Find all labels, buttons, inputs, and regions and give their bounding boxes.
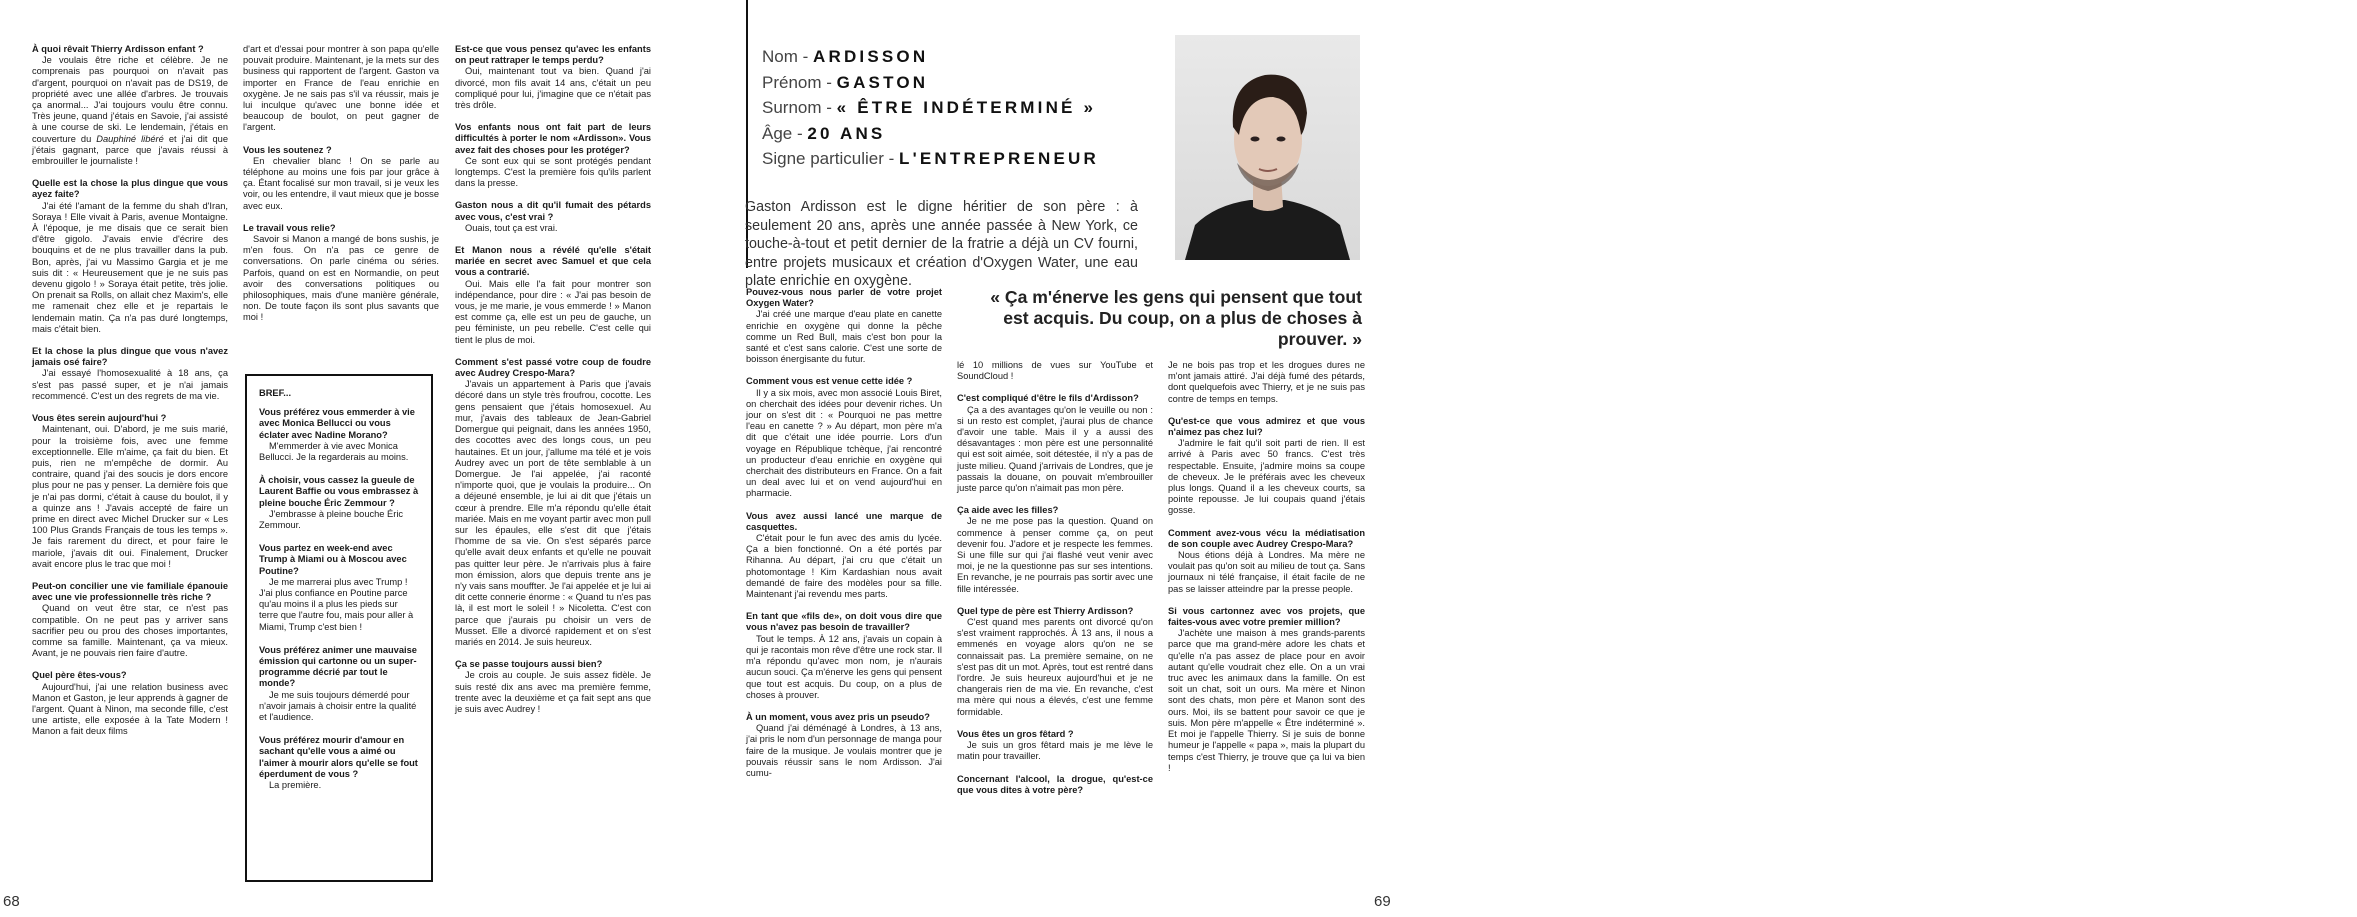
answer: Je crois au couple. Je suis assez fidèle. Je suis resté dix ans avec ma première femme, trente avec la deuxième et ça fait sept ans que je suis avec Audrey ! [455, 670, 651, 714]
id-value: « ÊTRE INDÉTERMINÉ » [836, 98, 1097, 117]
answer: Je voulais être riche et célèbre. Je ne comprenais pas pourquoi on n'avait pas d'argent, pourquoi on n'avait pas de DS19, de propriété avec une allée d'arbres. Je trouvais ça anormal... J'ai toujours voulu être connu. Très jeune, quand j'étais en Savoie, j'ai assisté à une course de ski. Le lendemain, j'étais en couverture du Dauphiné libéré et j'ai dit que j'étais gagnant, parce que j'avais réussi à embrouiller le journaliste ! [32, 55, 228, 167]
answer: d'art et d'essai pour montrer à son papa qu'elle pouvait produire. Maintenant, je la mets sur des business qui rapportent de l'argent. Gaston va importer en France de l'eau enrichie en oxygène. Je ne sais pas s'il va réussir, mais je lui inculque qu'avec une bonne idée et beaucoup de boulot, on peut gagner de l'argent. [243, 44, 439, 133]
question: Vous êtes un gros fêtard ? [957, 728, 1074, 739]
bref-question: Vous préférez mourir d'amour en sachant qu'elle vous a aimé ou l'aimer à mourir alors qu'elle se fout éperdument de vous ? [259, 735, 418, 779]
answer: J'ai créé une marque d'eau plate en canette enrichie en oxygène qui donne la pêche comme un Red Bull, mais c'est bon pour la santé et c'est sans calorie. C'est une sorte de boisson énergisante du futur. [746, 309, 942, 365]
answer: Ça a des avantages qu'on le veuille ou non : si un resto est complet, j'aurai plus de chance d'avoir une table. Mais il y a aussi des désavantages : mon père est une personnalité qui est soit aimée, soit détestée, il n'y a pas de juste milieu. Quand j'arrivais de Londres, que je passais la douane, on pouvait m'embrouiller juste parce qu'on n'aimait pas mon père. [957, 404, 1153, 494]
answer: C'était pour le fun avec des amis du lycée. Ça a bien fonctionné. On a été portés par Rihanna. Au départ, j'ai cru que c'était un photomontage ! Kim Kardashian nous avait demandé de faire des modèles pour sa fille. Maintenant j'ai revendu mes parts. [746, 533, 942, 600]
right-column-1 [746, 287, 942, 779]
answer: Tout le temps. À 12 ans, j'avais un copain à qui je racontais mon rêve d'être une rock star. Il m'a répondu qu'avec mon nom, je n'aurais aucun souci. Ça m'énerve les gens qui pensent que tout est acquis. Du coup, on a plus de choses à prouver. [746, 633, 942, 700]
bref-question: À choisir, vous cassez la gueule de Laurent Baffie ou vous embrassez à pleine bouche Éric Zemmour ? [259, 475, 419, 508]
question: Qu'est-ce que vous admirez et que vous n'aimez pas chez lui? [1168, 415, 1365, 438]
answer: Nous étions déjà à Londres. Ma mère ne voulait pas qu'on soit au milieu de tout ça. Sans journaux ni télé française, il était facile de ne pas se laisser atteindre par la presse people. [1168, 550, 1365, 594]
id-label: Nom - [762, 47, 813, 66]
question: Vos enfants nous ont fait part de leurs difficultés à porter le nom «Ardisson». Vous avez fait des choses pour les protéger? [455, 122, 651, 155]
id-row-surnom [762, 95, 1099, 121]
answer: Aujourd'hui, j'ai une relation business avec Manon et Gaston, je leur apprends à gagner de l'argent. Quant à Ninon, ma seconde fille, c'est une artiste, elle exposée à la Tate Modern ! Manon a fait deux films [32, 681, 228, 737]
bref-items [259, 407, 419, 791]
question: Quel type de père est Thierry Ardisson? [957, 605, 1134, 616]
answer: J'achète une maison à mes grands-parents parce que ma grand-mère adore les chats et qu'elle n'a pas assez de place pour en avoir autant qu'elle voudrait chez elle. On a un vrai truc avec les animaux dans la famille. On est soit un chat, soit un ours. Ma mère et Ninon sont des chats, mon père et Manon sont des ours. Moi, ils se battent pour savoir ce que je suis. Mon père m'appelle « Être indéterminé ». Et moi je l'appelle Thierry. Si je suis de bonne humeur je l'appelle « papa », mais la plupart du temps c'est Thierry, je trouve que ça lui va bien ! [1168, 628, 1365, 773]
question: Comment vous est venue cette idée ? [746, 376, 913, 387]
question: En tant que «fils de», on doit vous dire que vous n'avez pas besoin de travailler? [746, 611, 942, 633]
question: Quel père êtes-vous? [32, 670, 127, 681]
answer: J'ai essayé l'homosexualité à 18 ans, ça s'est pas passé super, et je n'ai jamais recommencé. C'est un des regrets de ma vie. [32, 368, 228, 401]
answer: Oui. Mais elle l'a fait pour montrer son indépendance, pour dire : « J'ai pas besoin de vous, je me marie, je vous emmerde ! » Manon est comme ça, elle est un peu de gauche, un peu féministe, un peu rebelle. C'est celle qui tient le plus de moi. [455, 278, 651, 345]
bref-answer: Je me marrerai plus avec Trump ! J'ai plus confiance en Poutine parce qu'au moins il a plus les pieds sur terre que l'autre fou, mais pour aller à Miami, Trump c'est bien ! [259, 576, 414, 632]
pull-quote: « Ça m'énerve les gens qui pensent que tout est acquis. Du coup, on a plus de choses à prouver. » [990, 287, 1362, 349]
question: Concernant l'alcool, la drogue, qu'est-ce que vous dites à votre père? [957, 773, 1153, 795]
id-row-prenom [762, 70, 1099, 96]
intro-paragraph: Gaston Ardisson est le digne héritier de son père : à seulement 20 ans, après une année passée à New York, ce touche-à-tout et petit dernier de la fratrie a déjà un CV fourni, entre projets musicaux et création d'Oxygen Water, une eau plate enrichie en oxygène. [745, 199, 1138, 290]
id-value: L'ENTREPRENEUR [899, 149, 1099, 168]
portrait-photo [1175, 35, 2357, 260]
id-row-nom [762, 44, 1099, 70]
answer: Oui, maintenant tout va bien. Quand j'ai divorcé, mon fils avait 14 ans, c'était un peu compliqué pour lui, j'imagine que ce n'était pas très drôle. [455, 66, 651, 111]
answer: Il y a six mois, avec mon associé Louis Biret, on cherchait des idées pour devenir riches. Un jour on s'est dit : « Pourquoi ne pas mettre l'eau en canette ? » Au départ, mon père m'a dit que c'était une idée pourrie. Lors d'un voyage en République tchèque, j'ai rencontré un producteur d'eau enrichie en oxygène qui cherchait des distributeurs en France. On a fait un deal avec lui et on vend aujourd'hui en pharmacie. [746, 387, 942, 499]
question: Pouvez-vous nous parler de votre projet Oxygen Water? [746, 287, 942, 309]
question: Vous êtes serein aujourd'hui ? [32, 413, 167, 424]
page-number-left: 68 [3, 893, 20, 910]
id-label: Signe particulier - [762, 149, 900, 168]
bref-question: Vous préférez animer une mauvaise émission qui cartonne ou un super-programme décrié par tout le monde? [259, 644, 417, 689]
portrait-illustration [1175, 35, 1360, 260]
answer: J'avais un appartement à Paris que j'avais décoré dans un style très froufrou, cocotte. Les gens pensaient que j'étais homosexuel. Au mur, j'avais des tableaux de Jean-Gabriel Domergue qui peignait, dans les années 1950, des cocottes avec des longs cous, un peu hautaines. Et un jour, j'allume ma télé et je vois Audrey avec un port de tête semblable à un Domergue. Je l'ai appelée, j'ai raconté n'importe quoi, que je voulais la produire... On a déjeuné ensemble, je lui ai dit que j'étais un cœur à prendre. Elle m'a répondu qu'elle était mariée. Mais en me voyant partir avec mon pull sur les épaules, elle s'est dit que j'étais l'homme de sa vie. On s'est séparés parce qu'elle avait deux enfants et qu'elle ne pouvait pas quitter leur père. Je n'arrivais plus à faire mon émission, alors que depuis trente ans je n'y vais sans mouffter. Je l'ai appelée et je lui ai dit cette connerie énorme : « Quand tu n'es pas là, il est mort le soleil ! » Nicoletta. C'est con parce que j'aurais pu choisir un vers de Musset. Elle a divorcé rapidement et on s'est mariés en 2014. Je suis heureux. [455, 379, 651, 647]
question: C'est compliqué d'être le fils d'Ardisson? [957, 393, 1139, 404]
id-value: ARDISSON [813, 47, 929, 66]
question: À quoi rêvait Thierry Ardisson enfant ? [32, 44, 204, 54]
question: Quelle est la chose la plus dingue que vous ayez faite? [32, 178, 228, 200]
question: Et Manon nous a révélé qu'elle s'était mariée en secret avec Samuel et que cela vous a contrarié. [455, 245, 651, 278]
id-row-signe [762, 146, 1099, 172]
photo-credit: © Thomas Babeau [2351, 179, 2357, 230]
answer: Ce sont eux qui se sont protégés pendant longtemps. C'est la première fois qu'ils parlent dans la presse. [455, 155, 651, 189]
left-column-1 [32, 44, 228, 738]
answer: Je ne bois pas trop et les drogues dures ne m'ont jamais attiré. J'ai déjà fumé des pétards, dont quelquefois avec Thierry, et je ne suis pas contre de temps en temps. [1168, 360, 1365, 404]
question: Ça se passe toujours aussi bien? [455, 659, 603, 670]
answer: Ouais, tout ça est vrai. [465, 222, 558, 233]
right-column-3 [1168, 360, 1365, 774]
answer: Quand on veut être star, ce n'est pas compatible. On ne peut pas y arriver sans sacrifier peu ou prou des choses importantes, comme sa famille. Maintenant, ça va mieux. Avant, je ne pouvais rien faire d'autre. [32, 603, 228, 659]
bref-title: BREF... [259, 388, 292, 398]
question: À un moment, vous avez pris un pseudo? [746, 711, 930, 722]
question: Le travail vous relie? [243, 222, 336, 233]
id-label: Âge - [762, 123, 808, 143]
bref-answer: Je me suis toujours démerdé pour n'avoir jamais à choisir entre la qualité et l'audience. [259, 689, 417, 723]
question: Est-ce que vous pensez qu'avec les enfants on peut rattraper le temps perdu? [455, 44, 651, 66]
id-card [762, 44, 1099, 172]
question: Vous les soutenez ? [243, 144, 332, 155]
answer: C'est quand mes parents ont divorcé qu'on s'est vraiment rapprochés. À 13 ans, il nous a emmenés en voyage alors qu'on ne se connaissait pas. La première semaine, on ne s'est pas dit un mot. Après, tout est rentré dans l'ordre. Je suis heureux aujourd'hui et je ne changerais rien de ma vie. En revanche, c'est ma mère qui nous a élevés, c'est une femme formidable. [957, 617, 1153, 717]
question: Ça aide avec les filles? [957, 505, 1059, 516]
question: Comment s'est passé votre coup de foudre avec Audrey Crespo-Mara? [455, 356, 651, 379]
answer: En chevalier blanc ! On se parle au téléphone au moins une fois par jour grâce à ça. Étant focalisé sur mon travail, si je veux les voir, ou les entendre, il vaut mieux que je bosse avec eux. [243, 155, 439, 211]
id-value: GASTON [836, 72, 929, 92]
answer: J'ai été l'amant de la femme du shah d'Iran, Soraya ! Elle vivait à Paris, avenue Montaigne. À l'époque, je me disais que ce serait bien d'être gigolo. J'avais envie d'écrire des bouquins et de ne plus travailler dans la pub. Bon, après, j'ai vu Massimo Gargia et je me suis dit : « Heureusement que je ne suis pas devenu gigolo ! » Soraya était petite, très jolie. On prenait sa Rolls, on allait chez Maxim's, elle me ramenait chez elle et je repartais le lendemain matin. Ça n'a pas duré longtemps, mais c'était bien. [32, 200, 228, 334]
answer: Je ne me pose pas la question. Quand on commence à penser comme ça, on peut devenir fou. J'adore et je respecte les femmes. Si une fille sur qui j'ai flashé veut venir avec moi, je ne la questionne pas sur ses intentions. En revanche, je ne pourrais pas sortir avec une fille intéressée. [957, 516, 1153, 594]
answer: Maintenant, oui. D'abord, je me suis marié, pour la troisième fois, avec une femme exceptionnelle. Elle m'aime, ça fait du bien. Et puis, rien ne m'empêche de dormir. Au contraire, quand j'ai des soucis je dors encore plus pour ne pas y penser. La dernière fois que je n'ai pas dormi, c'était à cause du boulot, il y a quinze ans ! J'avais accepté de faire un prime en direct avec Michel Drucker sur « Les 100 Plus Grands Français de tous les temps ». Je fais rarement du direct, et pour faire le mariole, j'avais dit oui. Finalement, Drucker avait encore plus le trac que moi ! [32, 424, 228, 569]
right-column-2 [957, 360, 1153, 796]
id-value: 20 ANS [807, 123, 886, 143]
answer: J'admire le fait qu'il soit parti de rien. Il est arrivé à Paris avec 50 francs. C'est très respectable. Ensuite, j'admire moins sa coupe de cheveux. Je le préférais avec les cheveux plus longs. Quand il a les cheveux courts, sa pointe repousse. Je lui coupais quand j'étais gosse. [1168, 438, 1365, 516]
bref-answer: J'embrasse à pleine bouche Éric Zemmour. [259, 508, 404, 531]
question: Si vous cartonnez avec vos projets, que faites-vous avec votre premier million? [1168, 605, 1365, 628]
bref-question: Vous préférez vous emmerder à vie avec Monica Bellucci ou vous éclater avec Nadine Morano? [259, 407, 415, 440]
question: Vous avez aussi lancé une marque de casquettes. [746, 510, 942, 532]
id-row-age [762, 121, 1099, 147]
bref-answer: La première. [269, 780, 322, 791]
bref-answer: M'emmerder à vie avec Monica Bellucci. Je la regarderais au moins. [259, 440, 409, 463]
bref-question: Vous partez en week-end avec Trump à Miami ou à Moscou avec Poutine? [259, 543, 407, 576]
id-label: Surnom - [762, 98, 837, 117]
answer: Je suis un gros fêtard mais je me lève le matin pour travailler. [957, 740, 1153, 762]
question: Comment avez-vous vécu la médiatisation de son couple avec Audrey Crespo-Mara? [1168, 527, 1365, 549]
page-number-right: 69 [1374, 893, 1391, 910]
answer: lé 10 millions de vues sur YouTube et SoundCloud ! [957, 360, 1153, 382]
question: Et la chose la plus dingue que vous n'avez jamais osé faire? [32, 346, 228, 368]
bref-box [245, 374, 433, 882]
answer: Savoir si Manon a mangé de bons sushis, je m'en fous. On n'a pas ce genre de conversations. On parle cinéma ou séries. Parfois, quand on est en Normandie, on peut avoir des conversations politiques ou philosophiques, mais d'une manière générale, non. De toute façon ils sont plus savants que moi ! [243, 234, 439, 323]
answer: Quand j'ai déménagé à Londres, à 13 ans, j'ai pris le nom d'un personnage de manga pour faire de la musique. Je voulais montrer que je pouvais réussir sans le nom Ardisson. J'ai cumu- [746, 723, 942, 778]
question: Peut-on concilier une vie familiale épanouie avec une vie professionnelle très riche ? [32, 580, 228, 603]
id-label: Prénom - [762, 72, 837, 92]
left-column-3 [455, 44, 651, 715]
question: Gaston nous a dit qu'il fumait des pétards avec vous, c'est vrai ? [455, 200, 651, 222]
left-column-2 [243, 44, 439, 324]
